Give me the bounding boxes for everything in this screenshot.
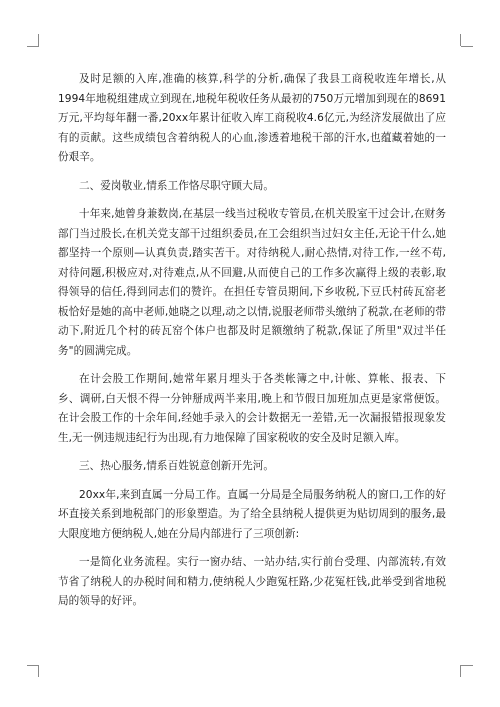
paragraph-direct-branch: 20xx年,来到直属一分局工作。直属一分局是全局服务纳税人的窗口,工作的好坏直接关系到地税部门的形象塑造。为了给全县纳税人提供更为贴切周到的服务,最大限度地方便纳税人,她在分局内部进行了三项创新: <box>58 488 446 540</box>
paragraph-simplify-process: 一是简化业务流程。实行一窗办结、一站办结,实行前台受理、内部流转,有效节省了纳税人的办税时间和精力,使纳税人少跑冤枉路,少花冤枉钱,此举受到省地税局的领导的好评。 <box>58 556 446 607</box>
crop-mark-bottom-right-horizontal <box>461 665 473 666</box>
paragraph-ten-years-service: 十年来,她曾身兼数岗,在基层一线当过税收专管员,在机关股室干过会计,在财务部门当过股长,在机关党支部干过组织委员,在工会组织当过妇女主任,无论干什么,她都坚持一个原则—认真负责,踏实苦干。对待纳税人,耐心热情,对待工作,一丝不苟,对待问题,积极应对,对待难点,从不回避,从而使自己的工作多次赢得上级的表彰,取得领导的信任,得到同志们的赞许。在担任专管员期间,下乡收税,下豆氏村砖瓦窑老板恰好是她的高中老师,她晓之以理,动之以情,说服老师带头缴纳了税款,在老师的带动下,附近几个村的砖瓦窑个体户也都及时足额缴纳了税款,保证了所里"双过半任务"的圆满完成。 <box>58 208 446 357</box>
crop-mark-top-right-horizontal <box>461 46 473 47</box>
crop-mark-top-left-vertical <box>38 34 39 46</box>
paragraph-tax-revenue-growth: 及时足额的入库,准确的核算,科学的分析,确保了我县工商税收连年增长,从1994年地税组建成立到现在,地税年税收任务从最初的750万元增加到现在的8691万元,平均每年翻一番,20xx年累计征收入库工商税收4.6亿元,为经济发展做出了应有的贡献。这些成绩包含着纳税人的心血,渗透着地税干部的汗水,也蕴藏着她的一份艰辛。 <box>58 73 446 163</box>
section-heading-dedication: 二、爱岗敬业,情系工作恪尽职守顾大局。 <box>79 179 275 192</box>
crop-mark-bottom-left-horizontal <box>27 665 39 666</box>
crop-mark-bottom-left-vertical <box>38 665 39 677</box>
crop-mark-bottom-right-vertical <box>460 665 461 677</box>
section-heading-service: 三、热心服务,情系百姓锐意创新开先河。 <box>79 460 275 472</box>
paragraph-accounting-work: 在计会股工作期间,她常年累月埋头于各类帐簿之中,计帐、算帐、报表、下乡、调研,白天恨不得一分钟掰成两半来用,晚上和节假日加班加点更是家常便饭。在计会股工作的十余年间,经她手录入的会计数据无一差错,无一次漏报错报现象发生,无一例违规违纪行为出现,有力地保障了国家税收的安全及时足额入库。 <box>58 373 446 444</box>
crop-mark-top-left-horizontal <box>27 46 39 47</box>
crop-mark-top-right-vertical <box>460 34 461 46</box>
document-body <box>58 70 446 621</box>
